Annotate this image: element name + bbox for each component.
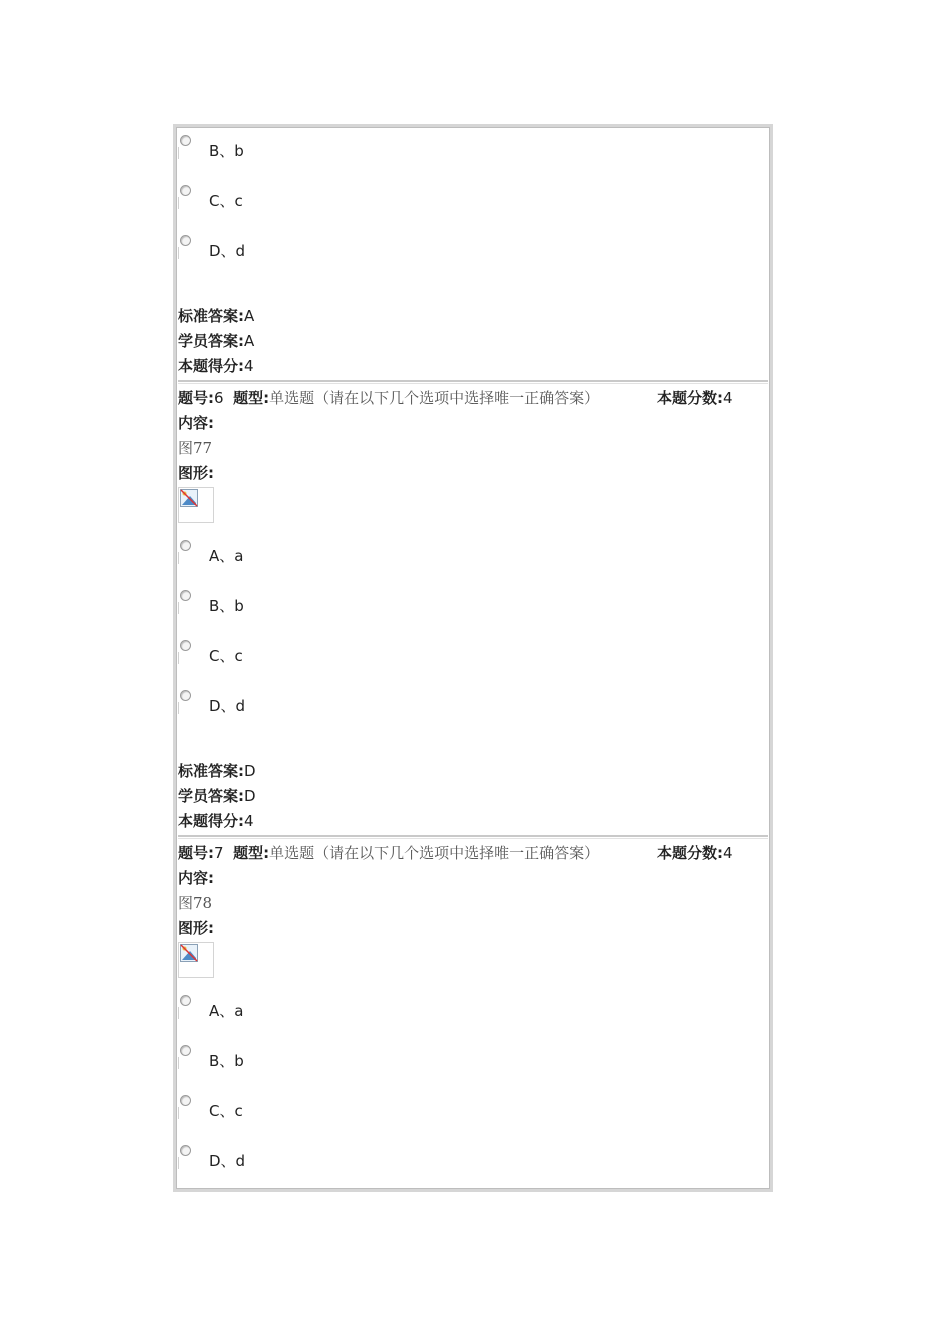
question-separator	[178, 380, 768, 384]
option-label: A、a	[209, 547, 244, 565]
student-answer-label: 学员答案:	[178, 787, 244, 805]
q6-student-answer	[178, 786, 256, 806]
q6-content-text: 图77	[178, 439, 213, 457]
radio-divider	[178, 247, 179, 259]
score-obtained-value: 4	[244, 357, 254, 375]
score-obtained-value: 4	[244, 812, 254, 830]
radio-button[interactable]	[180, 1045, 191, 1056]
question-type-value: 单选题（请在以下几个选项中选择唯一正确答案）	[269, 389, 600, 407]
q6-broken-image	[178, 487, 214, 523]
q6-question-score	[657, 388, 733, 408]
q6-header	[178, 388, 599, 408]
q5-option-c[interactable]	[178, 185, 578, 225]
broken-image-icon	[180, 489, 198, 507]
radio-button[interactable]	[180, 690, 191, 701]
question-type-label: 题型:	[233, 389, 270, 407]
question-no-label: 题号:	[178, 389, 214, 407]
radio-divider	[178, 1157, 179, 1169]
question-score-label: 本题分数:	[657, 389, 723, 407]
radio-divider	[178, 552, 179, 564]
q5-score-obtained	[178, 356, 254, 376]
q7-option-c[interactable]	[178, 1095, 578, 1135]
q5-option-d[interactable]	[178, 235, 578, 275]
radio-divider	[178, 1057, 179, 1069]
option-label: C、c	[209, 192, 243, 210]
question-score-label: 本题分数:	[657, 844, 723, 862]
q5-student-answer	[178, 331, 254, 351]
q6-figure-label: 图形:	[178, 464, 214, 482]
radio-button[interactable]	[180, 185, 191, 196]
option-label: B、b	[209, 597, 244, 615]
q7-content-text: 图78	[178, 894, 213, 912]
q6-option-a[interactable]	[178, 540, 578, 580]
q7-header	[178, 843, 599, 863]
student-answer-value: D	[244, 787, 256, 805]
question-no-label: 题号:	[178, 844, 214, 862]
standard-answer-value: A	[244, 307, 255, 325]
radio-divider	[178, 197, 179, 209]
q7-option-d[interactable]	[178, 1145, 578, 1185]
q7-broken-image	[178, 942, 214, 978]
score-obtained-label: 本题得分:	[178, 357, 244, 375]
score-obtained-label: 本题得分:	[178, 812, 244, 830]
question-type-label: 题型:	[233, 844, 270, 862]
radio-button[interactable]	[180, 540, 191, 551]
option-label: C、c	[209, 647, 243, 665]
q6-score-obtained	[178, 811, 254, 831]
q6-option-d[interactable]	[178, 690, 578, 730]
option-label: D、d	[209, 697, 246, 715]
radio-button[interactable]	[180, 1145, 191, 1156]
standard-answer-label: 标准答案:	[178, 307, 244, 325]
question-type-value: 单选题（请在以下几个选项中选择唯一正确答案）	[269, 844, 600, 862]
broken-image-icon	[180, 944, 198, 962]
radio-button[interactable]	[180, 590, 191, 601]
radio-divider	[178, 652, 179, 664]
q6-option-c[interactable]	[178, 640, 578, 680]
q5-standard-answer	[178, 306, 254, 326]
q7-option-b[interactable]	[178, 1045, 578, 1085]
standard-answer-value: D	[244, 762, 256, 780]
radio-button[interactable]	[180, 135, 191, 146]
radio-divider	[178, 147, 179, 159]
q6-content-label: 内容:	[178, 414, 214, 432]
option-label: A、a	[209, 1002, 244, 1020]
option-label: D、d	[209, 242, 246, 260]
standard-answer-label: 标准答案:	[178, 762, 244, 780]
radio-divider	[178, 602, 179, 614]
question-score-value: 4	[723, 844, 733, 862]
q7-figure-label: 图形:	[178, 919, 214, 937]
option-label: B、b	[209, 142, 244, 160]
student-answer-label: 学员答案:	[178, 332, 244, 350]
radio-divider	[178, 702, 179, 714]
radio-button[interactable]	[180, 995, 191, 1006]
radio-button[interactable]	[180, 640, 191, 651]
question-no-value: 6	[214, 389, 224, 407]
option-label: D、d	[209, 1152, 246, 1170]
q7-question-score	[657, 843, 733, 863]
q7-option-a[interactable]	[178, 995, 578, 1035]
option-label: B、b	[209, 1052, 244, 1070]
question-no-value: 7	[214, 844, 224, 862]
q7-content-label: 内容:	[178, 869, 214, 887]
q5-option-b[interactable]	[178, 135, 578, 175]
q6-standard-answer	[178, 761, 256, 781]
radio-button[interactable]	[180, 1095, 191, 1106]
radio-divider	[178, 1107, 179, 1119]
question-score-value: 4	[723, 389, 733, 407]
q6-option-b[interactable]	[178, 590, 578, 630]
radio-divider	[178, 1007, 179, 1019]
student-answer-value: A	[244, 332, 255, 350]
radio-button[interactable]	[180, 235, 191, 246]
option-label: C、c	[209, 1102, 243, 1120]
question-separator	[178, 835, 768, 839]
